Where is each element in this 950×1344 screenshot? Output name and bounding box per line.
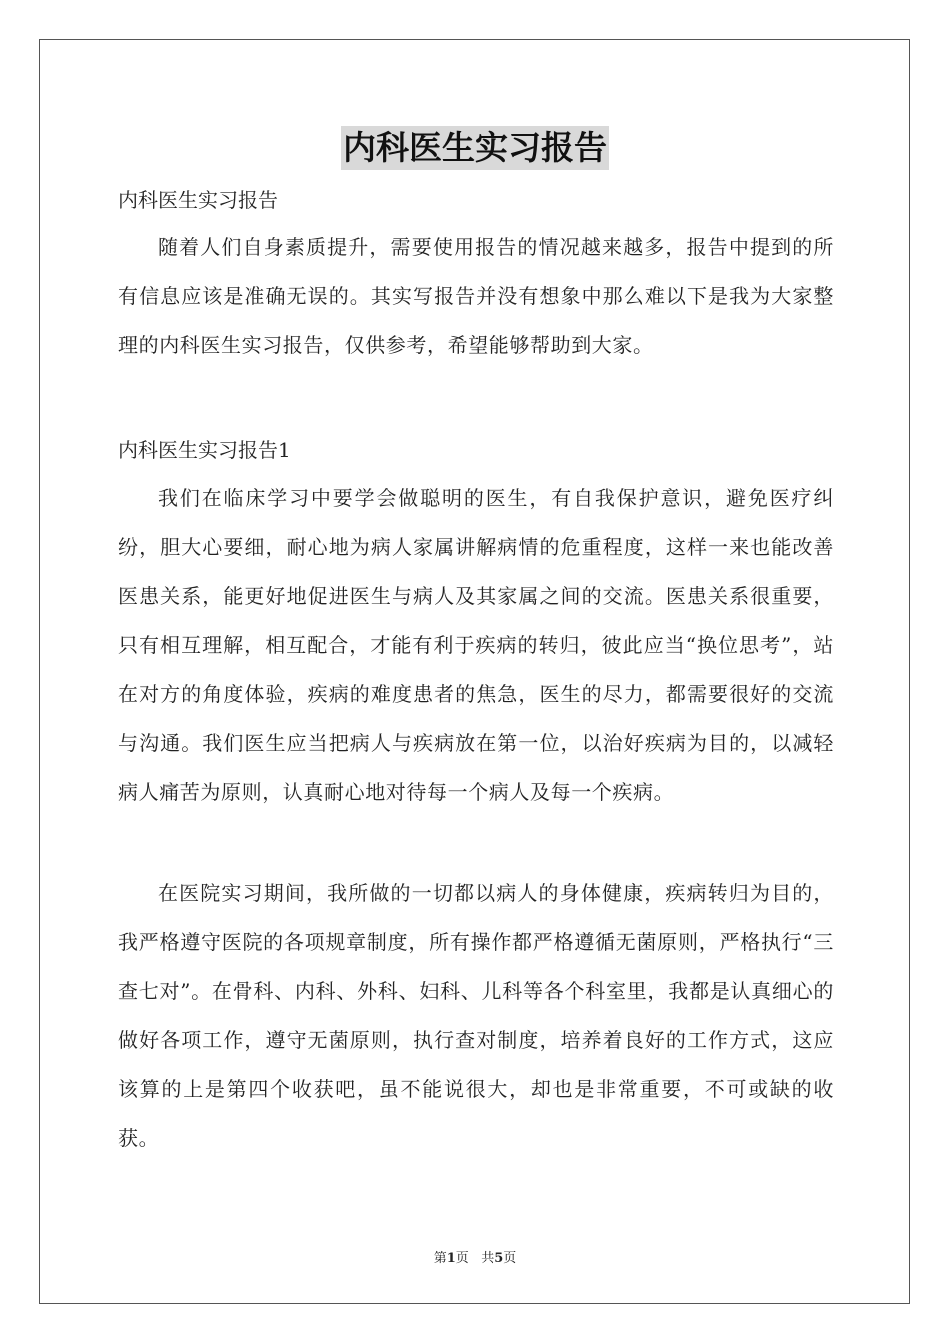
section-heading: 内科医生实习报告1 [118, 438, 291, 462]
page-current-number: 1 [446, 1251, 456, 1266]
body-paragraph: 我们在临床学习中要学会做聪明的医生，有自我保护意识，避免医疗纠纷，胆大心要细，耐心地为病人家属讲解病情的危重程度，这样一来也能改善医患关系，能更好地促进医生与病人及其家属之间的交流。医患关系很重要，只有相互理解，相互配合，才能有利于疾病的转归，彼此应当“换位思考”，站在对方的角度体验，疾病的难度患者的焦急，医生的尽力，都需要很好的交流与沟通。我们医生应当把病人与疾病放在第一位，以治好疾病为目的，以减轻病人痛苦为原则，认真耐心地对待每一个病人及每一个疾病。 [118, 486, 834, 804]
total-prefix: 共 [481, 1251, 495, 1266]
page-footer [0, 1247, 950, 1266]
document-title: 内科医生实习报告 [341, 126, 609, 170]
page-total-number: 5 [494, 1251, 504, 1266]
body-paragraph: 在医院实习期间，我所做的一切都以病人的身体健康，疾病转归为目的，我严格遵守医院的各项规章制度，所有操作都严格遵循无菌原则，严格执行“三查七对”。在骨科、内科、外科、妇科、儿科等各个科室里，我都是认真细心的做好各项工作，遵守无菌原则，执行查对制度，培养着良好的工作方式，这应该算的上是第四个收获吧，虽不能说很大，却也是非常重要，不可或缺的收获。 [118, 881, 834, 1150]
section-heading-block [118, 436, 834, 464]
total-suffix: 页 [503, 1251, 517, 1266]
document-subheading-block [118, 186, 834, 214]
page-prefix: 第 [433, 1251, 447, 1266]
intro-paragraph: 随着人们自身素质提升，需要使用报告的情况越来越多，报告中提到的所有信息应该是准确无误的。其实写报告并没有想象中那么难以下是我为大家整理的内科医生实习报告，仅供参考，希望能够帮助到大家。 [118, 235, 834, 357]
title-container [0, 126, 950, 170]
body-paragraph-1-block [118, 474, 834, 817]
page-suffix: 页 [455, 1251, 469, 1266]
body-paragraph-2-block [118, 869, 834, 1163]
document-subheading: 内科医生实习报告 [118, 188, 278, 212]
intro-block [118, 223, 834, 370]
